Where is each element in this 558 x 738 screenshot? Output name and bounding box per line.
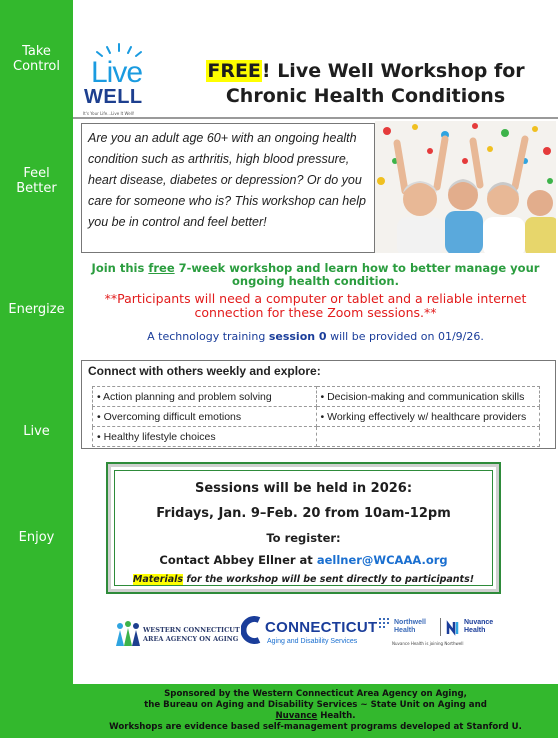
sidebar-word-live: Live xyxy=(23,424,50,439)
requirements-notice: **Participants will need a computer or tablet and a reliable internet connection for these Zoom sessions.** xyxy=(104,291,527,320)
connecticut-ads-logo: CONNECTICUT Aging and Disability Services xyxy=(241,616,373,652)
people-figures-icon xyxy=(115,620,141,648)
connect-heading: Connect with others weekly and explore: xyxy=(88,364,321,378)
tech-training-text: A technology training session 0 will be provided on 01/9/26. xyxy=(147,330,484,343)
sidebar-word-energize: Energize xyxy=(8,302,65,317)
contact-email-link[interactable]: aellner@WCAAA.org xyxy=(316,553,448,567)
seniors-cheering-photo xyxy=(375,121,556,253)
title-line1: ! Live Well Workshop for xyxy=(261,60,525,82)
sessions-heading: Sessions will be held in 2026: xyxy=(194,481,413,496)
join-workshop-text: Join this free 7-week workshop and learn how to better manage your ongoing health condition. xyxy=(91,261,540,288)
nuvance-mark-icon xyxy=(446,620,462,636)
logo-separator xyxy=(440,618,441,636)
materials-note: Materials for the workshop will be sent directly to participants! xyxy=(132,574,475,585)
sidebar-word-enjoy: Enjoy xyxy=(18,530,55,545)
logo-tagline: It's Your Life...Live It Well! xyxy=(83,111,135,116)
partner-logos xyxy=(73,612,558,656)
title-divider xyxy=(73,117,558,119)
topic-item: • Overcoming difficult emotions xyxy=(93,407,317,427)
northwell-nuvance-logo: Northwell Health Nuvance Health Nuvance Health is joining Northwell xyxy=(378,616,513,652)
northwell-mark-icon xyxy=(378,616,392,636)
register-label: To register: xyxy=(266,531,341,545)
intro-box xyxy=(81,123,375,253)
footer-line-2: the Bureau on Aging and Disability Services ~ State Unit on Aging and xyxy=(144,700,487,710)
sidebar-word-take-control: Take Control xyxy=(13,44,60,74)
page-title xyxy=(183,59,548,109)
western-ct-aaa-logo: WESTERN CONNECTICUT AREA AGENCY ON AGING xyxy=(115,620,227,650)
footer-line-3: Workshops are evidence based self-management programs developed at Stanford U. xyxy=(109,722,522,732)
intro-text: Are you an adult age 60+ with an ongoing health condition such as arthritis, high blood pressure, heart disease, diabetes or depression? Or do you care for someone who is? This workshop can help you be in control and feel better! xyxy=(88,131,366,229)
sessions-box xyxy=(106,462,501,594)
topic-item: • Decision-making and communication skills xyxy=(316,387,540,407)
sponsor-footer xyxy=(73,684,558,738)
tech-session-zero: session 0 xyxy=(268,330,327,343)
logo-live-text: Live xyxy=(91,56,143,89)
footer-line-1: Sponsored by the Western Connecticut Area Agency on Aging, xyxy=(164,689,467,699)
title-free-highlight: FREE xyxy=(207,60,261,82)
live-well-logo xyxy=(81,42,157,118)
ct-c-mark-icon xyxy=(241,616,263,644)
topic-item: • Action planning and problem solving xyxy=(93,387,317,407)
sidebar-word-feel-better: Feel Better xyxy=(16,166,57,196)
sessions-inner xyxy=(114,470,493,586)
topic-item: • Working effectively w/ healthcare providers xyxy=(316,407,540,427)
topic-item: • Healthy lifestyle choices xyxy=(93,427,317,447)
materials-highlight: Materials xyxy=(132,574,184,585)
contact-line: Contact Abbey Ellner at aellner@WCAAA.org xyxy=(159,553,448,567)
main-content xyxy=(73,0,558,738)
connect-box xyxy=(81,360,556,449)
topic-empty-cell xyxy=(316,427,540,447)
title-line2: Chronic Health Conditions xyxy=(225,85,506,107)
sessions-dates: Fridays, Jan. 9–Feb. 20 from 10am-12pm xyxy=(156,506,451,521)
footer-line-2b: Nuvance Health. xyxy=(275,711,356,721)
sidebar xyxy=(0,0,73,738)
logo-well-text: WELL xyxy=(84,86,143,108)
join-free-word: free xyxy=(148,261,175,275)
topics-table xyxy=(92,386,540,447)
